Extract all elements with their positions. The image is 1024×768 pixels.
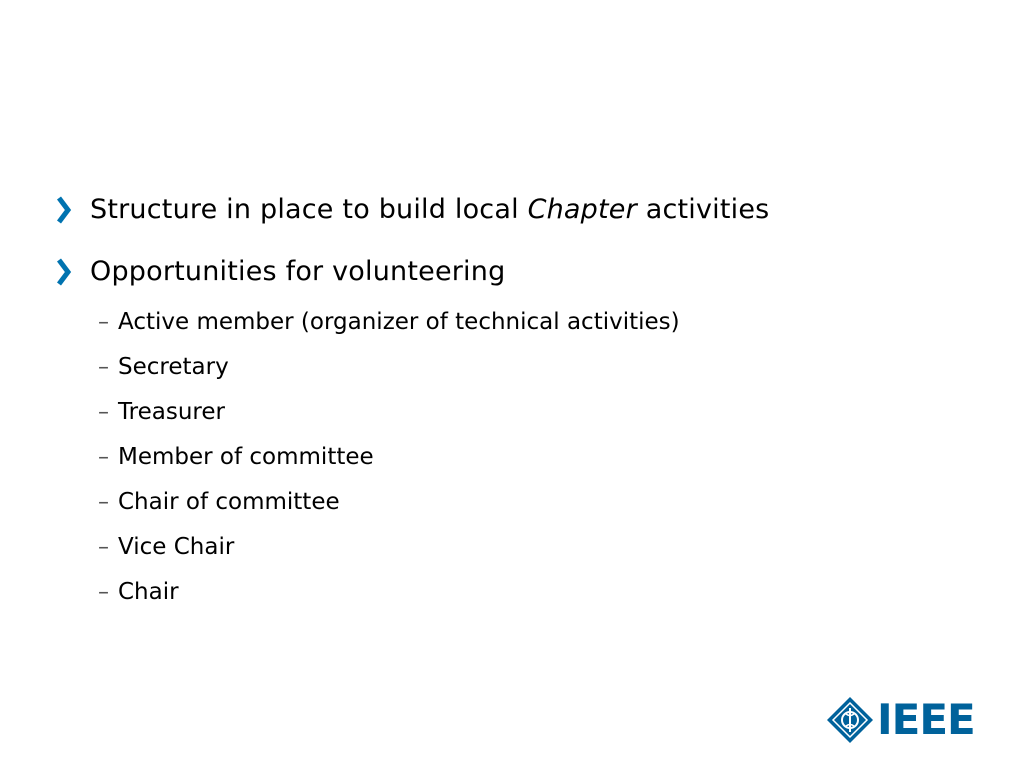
list-item-text: Chair of committee <box>118 489 340 515</box>
list-item-text: Active member (organizer of technical activities) <box>118 309 680 335</box>
list-item-text: Treasurer <box>118 399 225 425</box>
list-item <box>98 345 680 390</box>
list-item-text: Member of committee <box>118 444 374 470</box>
list-item-text: Chair <box>118 579 179 605</box>
list-item <box>98 300 680 345</box>
chevron-right-icon <box>54 195 74 225</box>
bullet-text-structure <box>90 188 769 232</box>
bullet-text-italic: Chapter <box>527 194 637 225</box>
dash-marker: – <box>98 445 109 470</box>
volunteer-roles-list <box>98 300 680 615</box>
dash-marker: – <box>98 400 109 425</box>
dash-marker: – <box>98 355 109 380</box>
list-item <box>98 570 680 615</box>
list-item-text: Vice Chair <box>118 534 235 560</box>
dash-marker: – <box>98 490 109 515</box>
bullet-structure <box>54 188 769 232</box>
ieee-diamond-icon <box>826 696 874 744</box>
bullet-text-part: activities <box>636 194 770 225</box>
bullet-text-part: Structure in place to build local <box>90 194 528 225</box>
bullet-text-opportunities: Opportunities for volunteering <box>90 256 506 287</box>
dash-marker: – <box>98 535 109 560</box>
dash-marker: – <box>98 310 109 335</box>
ieee-logo-text: IEEE <box>877 695 975 744</box>
chevron-right-icon <box>54 257 74 287</box>
list-item <box>98 480 680 525</box>
list-item <box>98 390 680 435</box>
list-item <box>98 435 680 480</box>
bullet-opportunities <box>54 250 505 294</box>
ieee-logo <box>826 696 975 744</box>
list-item <box>98 525 680 570</box>
list-item-text: Secretary <box>118 354 229 380</box>
dash-marker: – <box>98 580 109 605</box>
